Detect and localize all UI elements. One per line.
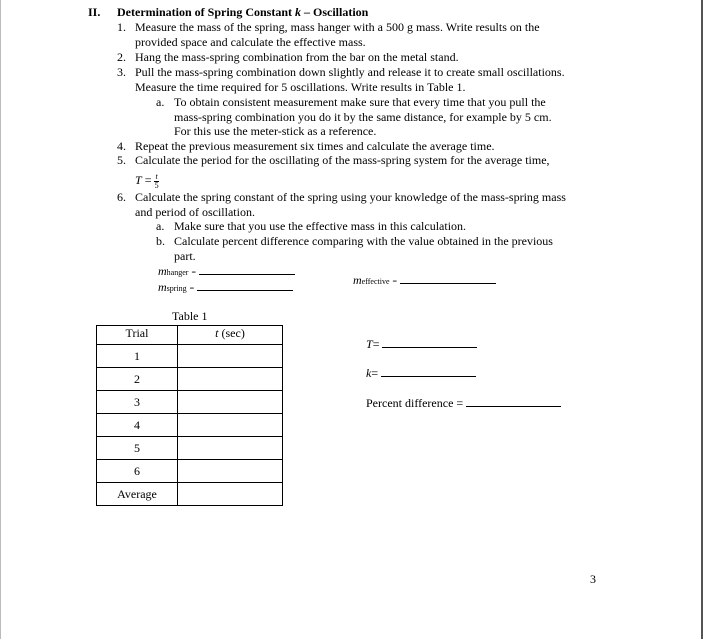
table-header-row <box>97 326 283 345</box>
trial-label: 3 <box>97 391 178 414</box>
period-blank[interactable] <box>382 337 477 348</box>
time-cell[interactable] <box>178 437 283 460</box>
percent-difference-field: Percent difference = <box>366 396 561 410</box>
trial-table <box>96 325 283 506</box>
step-6-number: 6. <box>117 190 126 204</box>
table-row <box>97 460 283 483</box>
step-2-number: 2. <box>117 50 126 64</box>
m-hanger-field: mhanger = <box>158 264 295 280</box>
page-number: 3 <box>590 572 596 586</box>
m-hanger-blank[interactable] <box>199 264 295 275</box>
average-label: Average <box>97 483 178 506</box>
m-effective-blank[interactable] <box>400 273 496 284</box>
table-caption: Table 1 <box>172 309 208 323</box>
step-3-number: 3. <box>117 65 126 79</box>
percent-difference-blank[interactable] <box>466 396 561 407</box>
section-title: Determination of Spring Constant k – Oscillation <box>117 5 369 19</box>
step-6b-line-2: part. <box>174 249 196 263</box>
table-row <box>97 391 283 414</box>
step-5-line-1: Calculate the period for the oscillating of the mass-spring system for the average time, <box>135 153 550 167</box>
step-3a-line-3: For this use the meter-stick as a reference. <box>174 124 377 138</box>
step-6b-line-1: Calculate percent difference comparing with the value obtained in the previous <box>174 234 553 248</box>
step-6b-letter: b. <box>156 234 165 248</box>
time-cell[interactable] <box>178 391 283 414</box>
step-2-line-1: Hang the mass-spring combination from the bar on the metal stand. <box>135 50 459 64</box>
step-4-line-1: Repeat the previous measurement six times and calculate the average time. <box>135 139 495 153</box>
table-row <box>97 414 283 437</box>
section-numeral: II. <box>88 5 101 19</box>
header-trial: Trial <box>97 326 178 345</box>
table-row <box>97 345 283 368</box>
trial-label: 2 <box>97 368 178 391</box>
header-time: t (sec) <box>178 326 283 345</box>
step-1-line-1: Measure the mass of the spring, mass hanger with a 500 g mass. Write results on the <box>135 20 540 34</box>
period-formula: T = $\frac{t}{5}$ <box>135 171 159 190</box>
step-6a-letter: a. <box>156 219 165 233</box>
trial-label: 1 <box>97 345 178 368</box>
step-3-line-1: Pull the mass-spring combination down slightly and release it to create small oscillations. <box>135 65 565 79</box>
step-3-line-2: Measure the time required for 5 oscillations. Write results in Table 1. <box>135 80 466 94</box>
step-3a-letter: a. <box>156 95 165 109</box>
step-3a-line-2: mass-spring combination you do it by the same distance, for example by 5 cm. <box>174 110 552 124</box>
k-result-field: k= <box>366 366 476 380</box>
step-1-line-2: provided space and calculate the effective mass. <box>135 35 366 49</box>
time-cell[interactable] <box>178 368 283 391</box>
page-left-edge <box>0 0 1 639</box>
step-1-number: 1. <box>117 20 126 34</box>
table-row-average <box>97 483 283 506</box>
period-result-field: T= <box>366 337 477 351</box>
trial-label: 4 <box>97 414 178 437</box>
table-row <box>97 437 283 460</box>
step-6-line-2: and period of oscillation. <box>135 205 255 219</box>
step-5-number: 5. <box>117 153 126 167</box>
average-time-cell[interactable] <box>178 483 283 506</box>
time-cell[interactable] <box>178 345 283 368</box>
step-4-number: 4. <box>117 139 126 153</box>
trial-label: 6 <box>97 460 178 483</box>
trial-label: 5 <box>97 437 178 460</box>
k-blank[interactable] <box>381 366 476 377</box>
m-spring-field: mspring = <box>158 280 293 296</box>
step-6a-line-1: Make sure that you use the effective mass in this calculation. <box>174 219 467 233</box>
step-6-line-1: Calculate the spring constant of the spring using your knowledge of the mass-spring mass <box>135 190 566 204</box>
step-3a-line-1: To obtain consistent measurement make sure that every time that you pull the <box>174 95 546 109</box>
time-cell[interactable] <box>178 460 283 483</box>
m-spring-blank[interactable] <box>197 280 293 291</box>
table-row <box>97 368 283 391</box>
time-cell[interactable] <box>178 414 283 437</box>
m-effective-field: meffective = <box>353 273 496 289</box>
